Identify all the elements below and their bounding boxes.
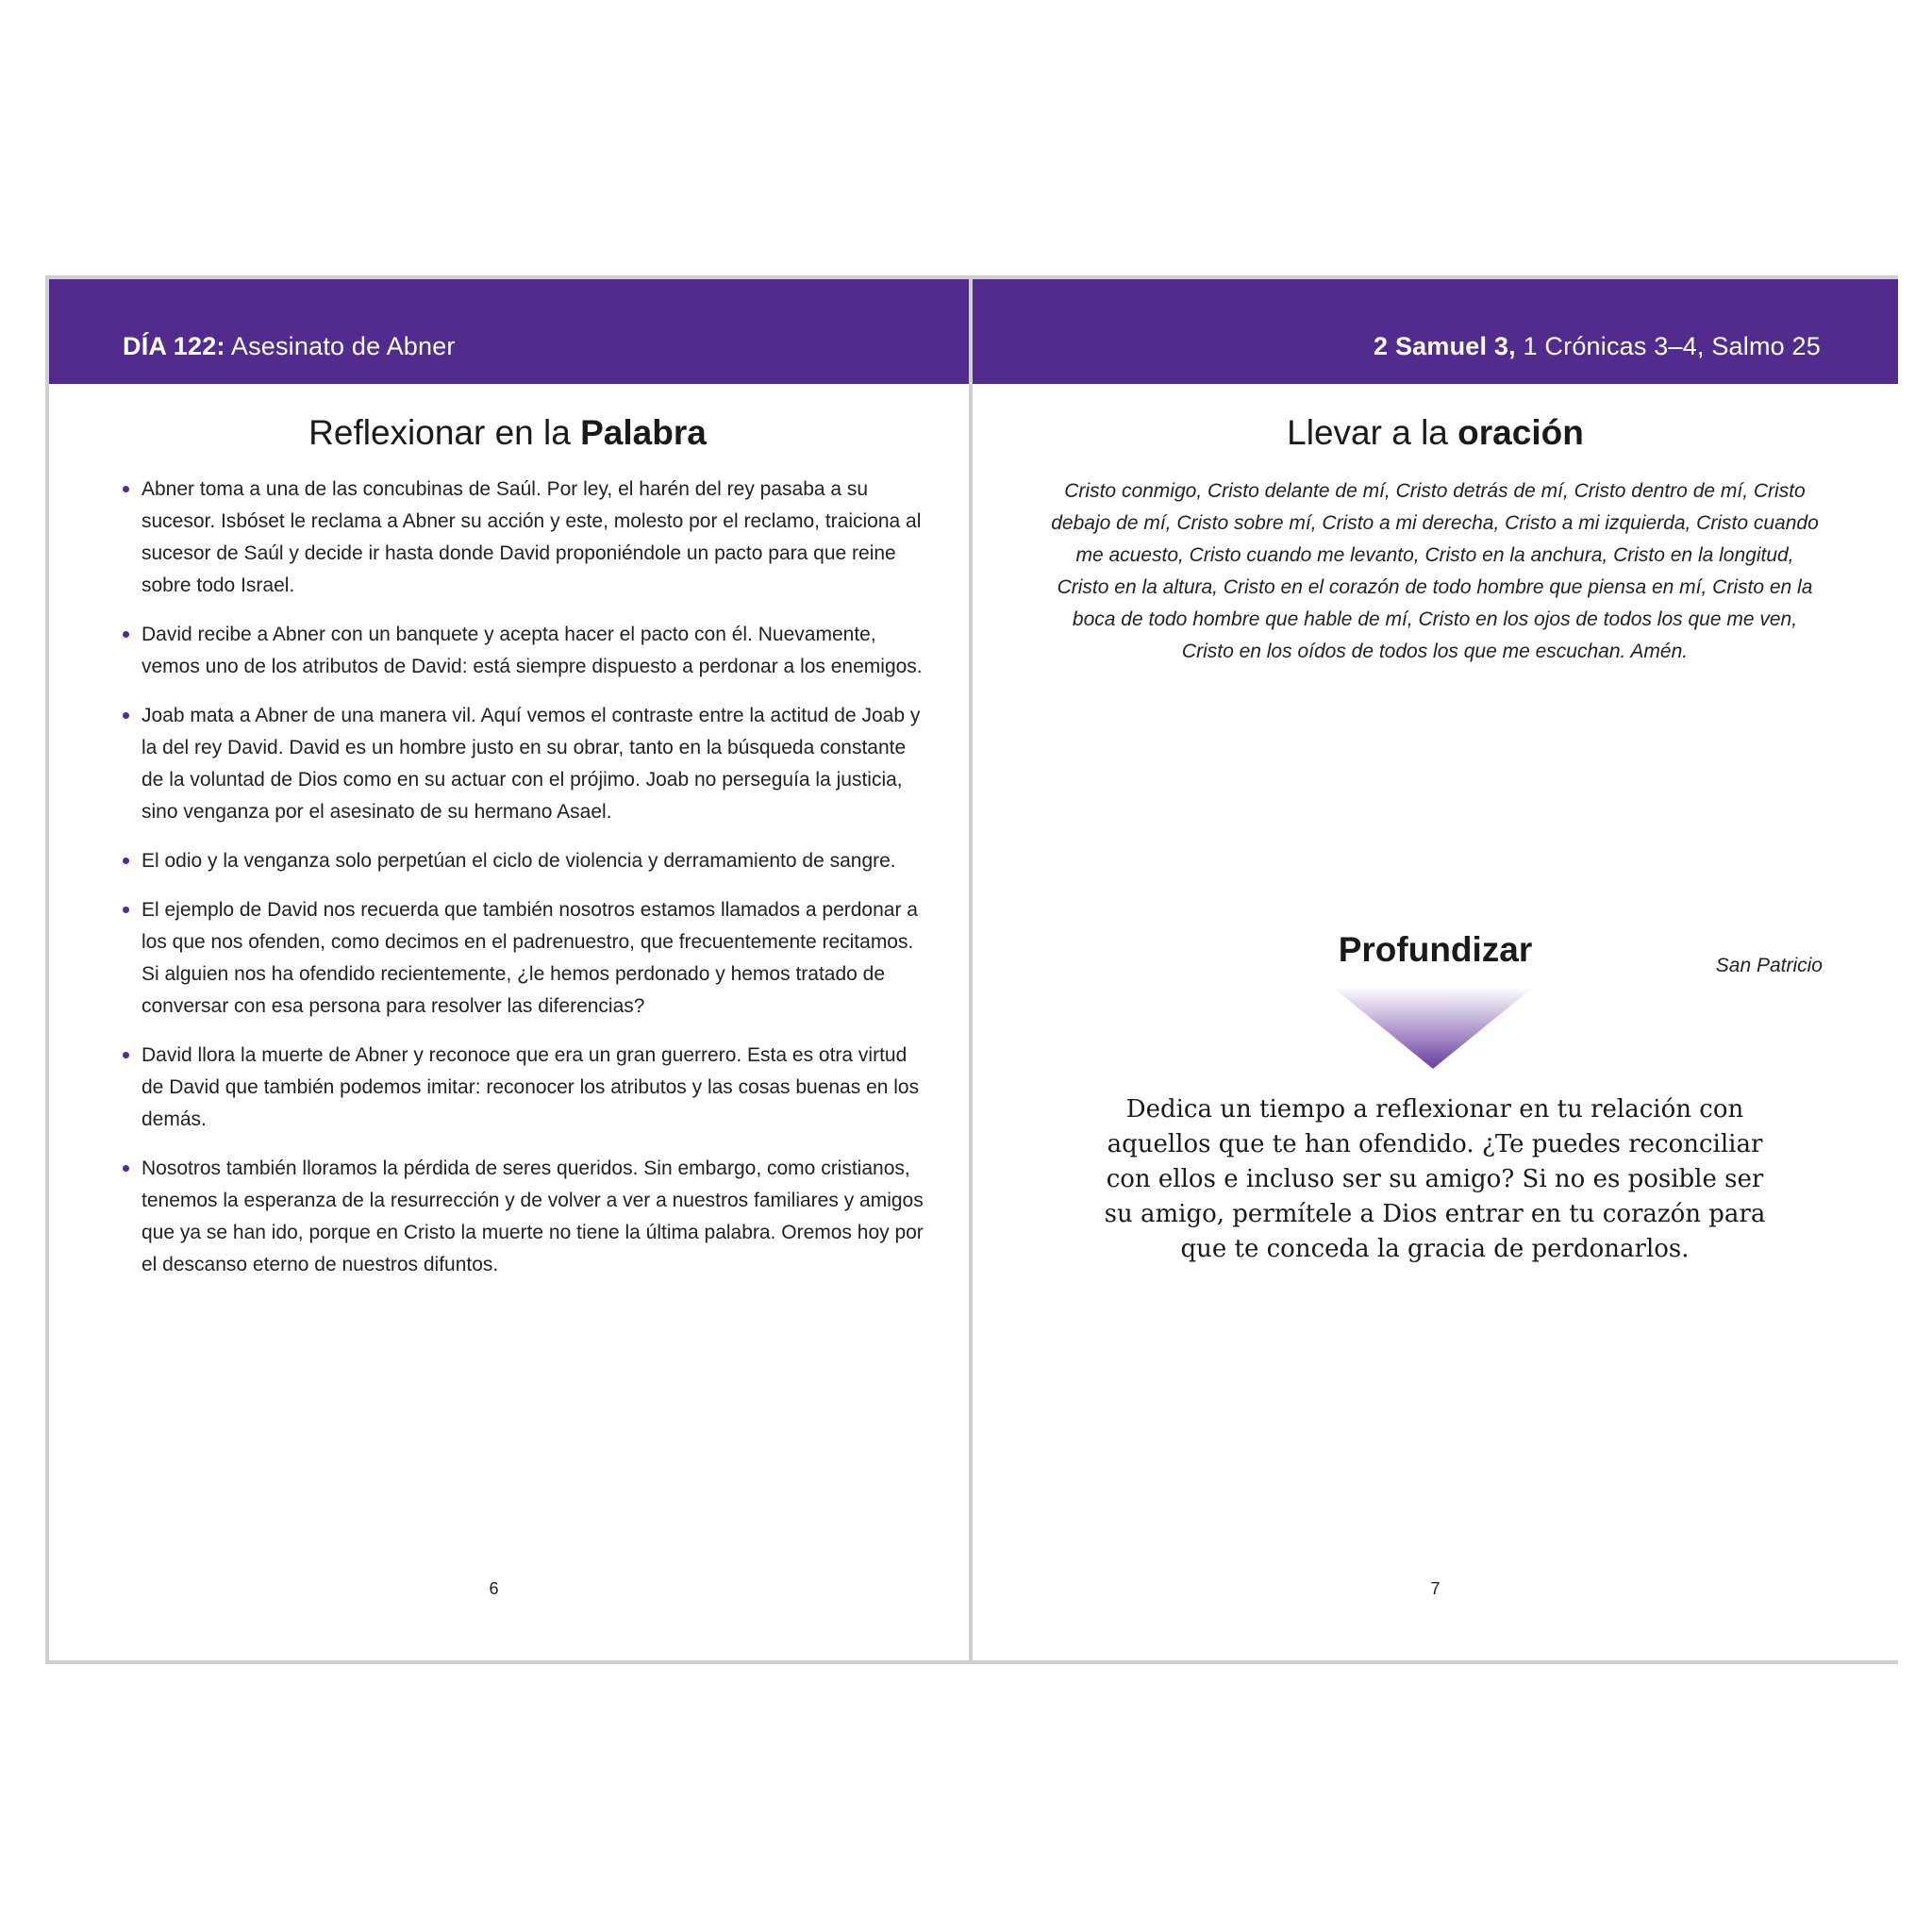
prayer-author: San Patricio xyxy=(1715,955,1823,976)
reflection-item xyxy=(142,894,929,1023)
page-number: 6 xyxy=(489,1579,499,1598)
left-header-band xyxy=(49,279,969,384)
scripture-reference-bold: 2 Samuel 3, xyxy=(1374,332,1516,360)
day-title: Asesinato de Abner xyxy=(230,332,456,360)
reflection-text: Joab mata a Abner de una manera vil. Aquí vemos el contraste entre la actitud de Joab y la del rey David. David es un hombre justo en su obrar, tanto en la búsqueda constante de la voluntad de Dios como en su actuar con el prójimo. Joab no perseguía la justicia, sino venganza por el asesinato de su hermano Asael. xyxy=(142,705,921,823)
scripture-reference-rest: 1 Crónicas 3–4, Salmo 25 xyxy=(1523,332,1821,360)
reflect-title-bold: Palabra xyxy=(580,413,707,452)
reflection-list xyxy=(142,474,929,1298)
reflection-text: Abner toma a una de las concubinas de Saúl. Por ley, el harén del rey pasaba a su sucesor. Isbóset le reclama a Abner su acción y este, molesto por el reclamo, traiciona al sucesor de Saúl y decide ir hasta donde David proponiéndole un pacto para que reine sobre todo Israel. xyxy=(142,478,922,596)
prayer-title-prefix: Llevar a la xyxy=(1287,413,1448,452)
triangle-gradient-icon xyxy=(1332,987,1534,1069)
reflect-title-prefix: Reflexionar en la xyxy=(308,413,571,452)
left-page xyxy=(49,279,969,1660)
bullet-dot-icon xyxy=(123,631,129,638)
page-number: 7 xyxy=(1430,1579,1441,1598)
reflection-text: Nosotros también lloramos la pérdida de seres queridos. Sin embargo, como cristianos, tenemos la esperanza de la resurrección y de volver a ver a nuestros familiares y amigos que ya se han ido, porque en Cristo la muerte no tiene la última palabra. Oremos hoy por el descanso eterno de nuestros difuntos. xyxy=(142,1158,924,1275)
right-header-band xyxy=(973,279,1898,384)
bullet-dot-icon xyxy=(123,858,129,864)
reflection-text: David recibe a Abner con un banquete y acepta hacer el pacto con él. Nuevamente, vemos uno de los atributos de David: está siempre dispuesto a perdonar a los enemigos. xyxy=(142,624,923,677)
bullet-dot-icon xyxy=(123,712,129,719)
right-page xyxy=(973,279,1898,1660)
bullet-dot-icon xyxy=(123,1052,129,1058)
reflection-item xyxy=(142,619,929,683)
day-label: DÍA 122: xyxy=(123,332,225,360)
reflection-item xyxy=(142,1153,929,1281)
reflection-item xyxy=(142,700,929,828)
reflection-text: David llora la muerte de Abner y reconoce que era un gran guerrero. Esta es otra virtud de David que también podemos imitar: reconocer los atributos y las cosas buenas en los demás. xyxy=(142,1044,920,1130)
scripture-reference xyxy=(1374,332,1821,361)
bullet-dot-icon xyxy=(123,907,129,913)
bullet-dot-icon xyxy=(123,1165,129,1172)
reflection-text: El odio y la venganza solo perpetúan el ciclo de violencia y derramamiento de sangre. xyxy=(142,850,896,872)
reflection-item xyxy=(142,845,929,877)
deepen-title: Profundizar xyxy=(1338,930,1533,969)
prayer-text: Cristo conmigo, Cristo delante de mí, Cristo detrás de mí, Cristo dentro de mí, Cristo debajo de mí, Cristo sobre mí, Cristo a mi derecha, Cristo a mi izquierda, Cristo cuando me acuesto, Cristo cuando me levanto, Cristo en la anchura, Cristo en la longitud, Cristo en la altura, Cristo en el corazón de todo hombre que piensa en mí, Cristo en la boca de todo hombre que hable de mí, Cristo en los ojos de todos los que me ven, Cristo en los oídos de todos los que me escuchan. Amén. xyxy=(1051,480,1819,662)
prayer-title xyxy=(973,413,1898,453)
reflect-title xyxy=(49,413,966,453)
reflection-text: El ejemplo de David nos recuerda que también nosotros estamos llamados a perdonar a los que nos ofenden, como decimos en el padrenuestro, que frecuentemente recitamos. Si alguien nos ha ofendido recientemente, ¿le hemos perdonado y hemos tratado de conversar con esa persona para resolver las diferencias? xyxy=(142,899,918,1017)
reflection-item xyxy=(142,474,929,602)
reflection-item xyxy=(142,1040,929,1136)
bullet-dot-icon xyxy=(123,486,129,492)
day-heading xyxy=(123,332,456,361)
prayer-title-bold: oración xyxy=(1457,413,1584,452)
deepen-text: Dedica un tiempo a reflexionar en tu relación con aquellos que te han ofendido. ¿Te puedes reconciliar con ellos e incluso ser su amigo? Si no es posible ser su amigo, permítele a Dios entrar en tu corazón para que te conceda la gracia de perdonarlos. xyxy=(1104,1095,1766,1263)
